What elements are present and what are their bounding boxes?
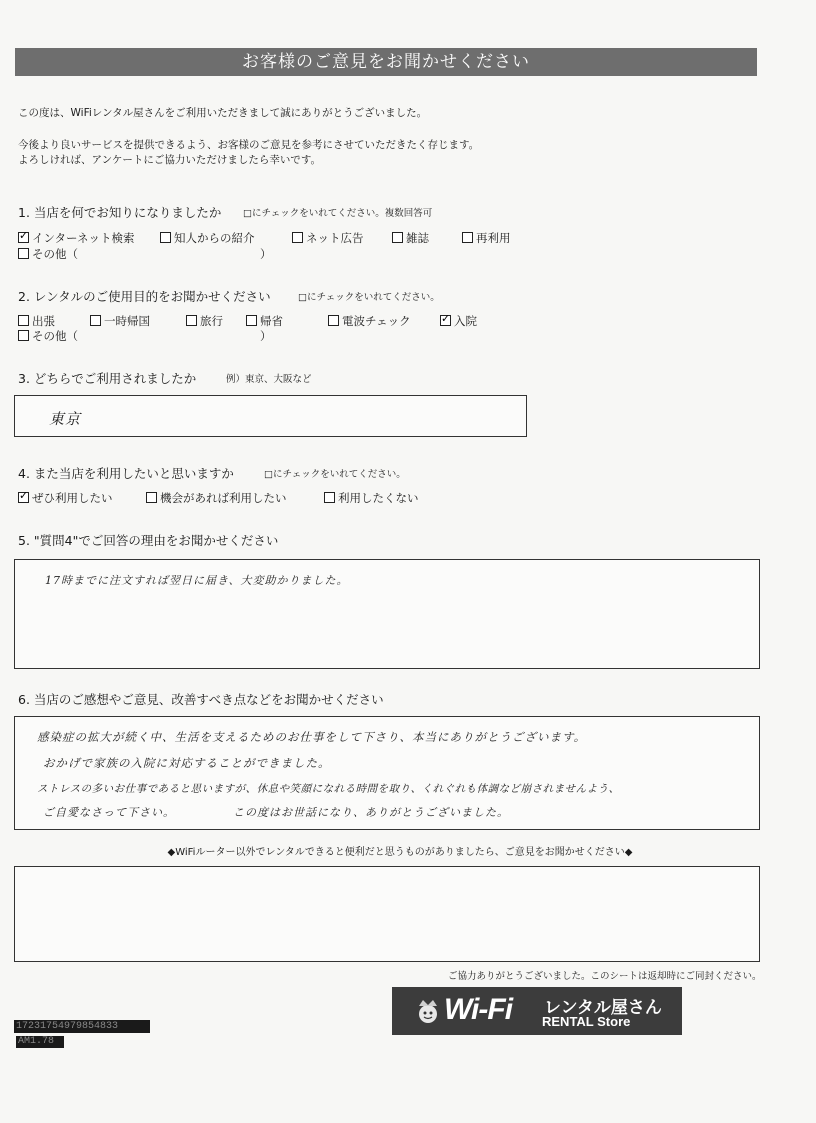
- q3-answer-box[interactable]: [14, 395, 527, 437]
- intro-line-1: この度は、WiFiレンタル屋さんをご利用いただきまして誠にありがとうございました。: [18, 107, 428, 119]
- checkbox-icon[interactable]: [90, 315, 101, 326]
- q3-title: 3. どちらでご利用されましたか: [18, 371, 197, 386]
- checkbox-checked-icon[interactable]: [18, 492, 29, 503]
- intro-line-2: 今後より良いサービスを提供できるよう、お客様のご意見を参考にさせていただきたく存じます。: [18, 139, 480, 151]
- q5-answer-text: 17時までに注文すれば翌日に届き、大変助かりました。: [45, 574, 349, 587]
- q1-option-magazine[interactable]: 雑誌: [392, 230, 429, 246]
- checkbox-checked-icon[interactable]: [440, 315, 451, 326]
- q2-title: 2. レンタルのご使用目的をお聞かせください: [18, 289, 271, 304]
- q4-option-if-chance[interactable]: 機会があれば利用したい: [146, 490, 287, 506]
- checkbox-icon[interactable]: [246, 315, 257, 326]
- q4-title: 4. また当店を利用したいと思いますか: [18, 466, 234, 481]
- logo-wifi-text: Wi-Fi: [444, 993, 513, 1026]
- q1-option-reuse[interactable]: 再利用: [462, 230, 511, 246]
- q1-note: □にチェックをいれてください。複数回答可: [243, 208, 433, 219]
- q2-option-travel[interactable]: 旅行: [186, 313, 223, 329]
- q1-other-close: ）: [260, 247, 272, 261]
- q6-answer-line-5: この度はお世話になり、ありがとうございました。: [233, 806, 509, 819]
- q2-note: □にチェックをいれてください。: [298, 292, 440, 303]
- q6-answer-line-3: ストレスの多いお仕事であると思いますが、休息や笑顔になれる時間を取り、くれぐれも体調など崩されませんよう、: [37, 783, 620, 795]
- checkbox-checked-icon[interactable]: [18, 232, 29, 243]
- brand-logo: [392, 987, 682, 1035]
- q4-option-definitely[interactable]: ✓ぜひ利用したい: [18, 490, 113, 506]
- footer-thanks: ご協力ありがとうございました。このシートは返却時にご同封ください。: [448, 971, 762, 982]
- checkbox-icon[interactable]: [462, 232, 473, 243]
- checkbox-icon[interactable]: [18, 315, 29, 326]
- q6-answer-line-4: ご自愛なさって下さい。: [43, 806, 175, 819]
- q7-title: ◆WiFiルーター以外でレンタルできると便利だと思うものがありましたら、ご意見をお聞かせください◆: [167, 847, 633, 858]
- checkbox-icon[interactable]: [324, 492, 335, 503]
- q6-answer-line-1: 感染症の拡大が続く中、生活を支えるためのお仕事をして下さり、本当にありがとうございます。: [37, 730, 587, 744]
- intro-line-3: よろしければ、アンケートにご協力いただけましたら幸いです。: [18, 154, 322, 166]
- logo-jp-text: レンタル屋さん: [544, 998, 662, 1018]
- checkbox-icon[interactable]: [328, 315, 339, 326]
- q3-example-note: 例）東京、大阪など: [226, 374, 312, 385]
- checkbox-icon[interactable]: [160, 232, 171, 243]
- q6-title: 6. 当店のご感想やご意見、改善すべき点などをお聞かせください: [18, 692, 384, 707]
- q1-option-internet-search[interactable]: ✓インターネット検索: [18, 230, 134, 246]
- q1-option-referral[interactable]: 知人からの紹介: [160, 230, 255, 246]
- q2-other-close: ）: [260, 329, 272, 343]
- q2-option-temp-return[interactable]: 一時帰国: [90, 313, 150, 329]
- q1-option-net-ad[interactable]: ネット広告: [292, 230, 364, 246]
- q5-answer-box[interactable]: [14, 559, 760, 669]
- q2-option-homecoming[interactable]: 帰省: [246, 313, 283, 329]
- q6-answer-box[interactable]: [14, 716, 760, 830]
- checkbox-icon[interactable]: [292, 232, 303, 243]
- redacted-id-line-2: AM1.78: [16, 1036, 64, 1048]
- checkbox-icon[interactable]: [18, 248, 29, 259]
- q2-option-other[interactable]: その他（: [18, 328, 78, 344]
- checkbox-icon[interactable]: [146, 492, 157, 503]
- checkbox-icon[interactable]: [18, 330, 29, 341]
- q2-option-business-trip[interactable]: 出張: [18, 313, 55, 329]
- q2-option-signal-check[interactable]: 電波チェック: [328, 313, 411, 329]
- q7-answer-box[interactable]: [14, 866, 760, 962]
- checkbox-icon[interactable]: [186, 315, 197, 326]
- q3-answer-text: 東京: [49, 410, 82, 428]
- checkbox-icon[interactable]: [392, 232, 403, 243]
- q1-title: 1. 当店を何でお知りになりましたか: [18, 205, 222, 220]
- q4-option-no[interactable]: 利用したくない: [324, 490, 419, 506]
- logo-en-text: RENTAL Store: [542, 1014, 631, 1029]
- q1-option-other[interactable]: その他（: [18, 246, 78, 262]
- page-title: お客様のご意見をお聞かせください: [15, 48, 757, 76]
- q4-note: □にチェックをいれてください。: [264, 469, 406, 480]
- q6-answer-line-2: おかげで家族の入院に対応することができました。: [43, 756, 331, 770]
- crown-mascot-icon: [414, 997, 442, 1025]
- q2-option-hospitalization[interactable]: ✓ 入院: [440, 313, 477, 329]
- redacted-id-line-1: 17231754979854833: [14, 1020, 150, 1033]
- q5-title: 5. "質問4"でご回答の理由をお聞かせください: [18, 533, 279, 548]
